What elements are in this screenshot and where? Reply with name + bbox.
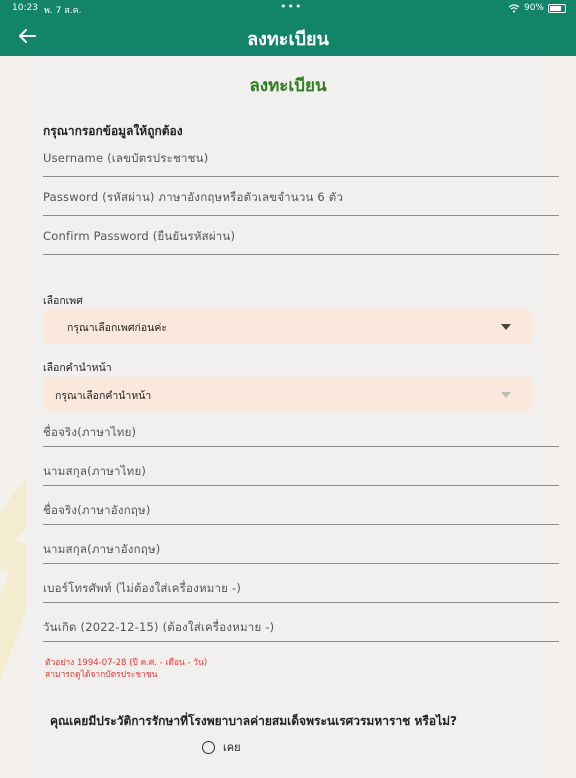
treatment-history-question: คุณเคยมีประวัติการรักษาที่โรงพยาบาลค่ายสมเด็จพระนเรศวรมหาราช หรือไม่? — [50, 714, 457, 728]
phone-field[interactable] — [43, 572, 559, 603]
status-time: 10:23 — [12, 3, 38, 13]
firstname-en-placeholder: ชื่อจริง(ภาษาอังกฤษ) — [43, 503, 151, 517]
lastname-th-placeholder: นามสกุล(ภาษาไทย) — [43, 464, 147, 478]
radio-button[interactable] — [202, 741, 215, 754]
firstname-en-field[interactable] — [43, 494, 559, 525]
lastname-th-field[interactable] — [43, 455, 559, 486]
status-bar — [0, 0, 576, 16]
username-placeholder: Username (เลขบัตรประชาชน) — [43, 151, 209, 165]
status-date: พ. 7 ส.ค. — [44, 6, 82, 16]
gender-select[interactable] — [43, 309, 533, 343]
prefix-select-value: กรุณาเลือกคำนำหน้า — [55, 390, 152, 402]
chevron-down-icon — [501, 324, 511, 330]
wifi-icon — [508, 4, 520, 13]
multitask-dots-icon[interactable]: ••• — [280, 0, 303, 13]
lastname-en-placeholder: นามสกุล(ภาษาอังกฤษ) — [43, 542, 161, 556]
password-field[interactable] — [43, 185, 559, 216]
password-placeholder: Password (รหัสผ่าน) ภาษาอังกฤษหรือตัวเลขจำนวน 6 ตัว — [43, 190, 344, 204]
birthdate-hint-example: ตัวอย่าง 1994-07-28 (ปี ค.ศ. - เดือน - วัน) — [45, 658, 208, 668]
firstname-th-placeholder: ชื่อจริง(ภาษาไทย) — [43, 425, 137, 439]
battery-icon — [548, 4, 566, 13]
status-right — [508, 3, 566, 13]
gender-select-value: กรุณาเลือกเพศก่อนค่ะ — [67, 322, 168, 334]
birthdate-field[interactable] — [43, 611, 559, 642]
birthdate-hint-source: สามารถดูได้จากบัตรประชาชน — [45, 670, 158, 680]
phone-placeholder: เบอร์โทรศัพท์ (ไม่ต้องใส่เครื่องหมาย -) — [43, 581, 242, 595]
username-field[interactable] — [43, 146, 559, 177]
confirm-password-placeholder: Confirm Password (ยืนยันรหัสผ่าน) — [43, 229, 236, 243]
form-instruction: กรุณากรอกข้อมูลให้ถูกต้อง — [43, 124, 183, 138]
gender-label: เลือกเพศ — [43, 295, 83, 307]
battery-percent: 90% — [523, 3, 544, 13]
form-title: ลงทะเบียน — [249, 76, 327, 96]
confirm-password-field[interactable] — [43, 224, 559, 255]
registration-card — [26, 58, 550, 778]
nav-bar — [0, 16, 576, 56]
birthdate-placeholder: วันเกิด (2022-12-15) (ต้องใส่เครื่องหมาย -) — [43, 620, 275, 634]
option-yes-label: เคย — [223, 741, 241, 754]
lastname-en-field[interactable] — [43, 533, 559, 564]
prefix-label: เลือกคำนำหน้า — [43, 362, 112, 374]
option-yes[interactable] — [202, 738, 241, 756]
page-title: ลงทะเบียน — [247, 29, 329, 50]
prefix-select[interactable] — [43, 377, 533, 411]
firstname-th-field[interactable] — [43, 416, 559, 447]
chevron-down-icon — [501, 392, 511, 398]
